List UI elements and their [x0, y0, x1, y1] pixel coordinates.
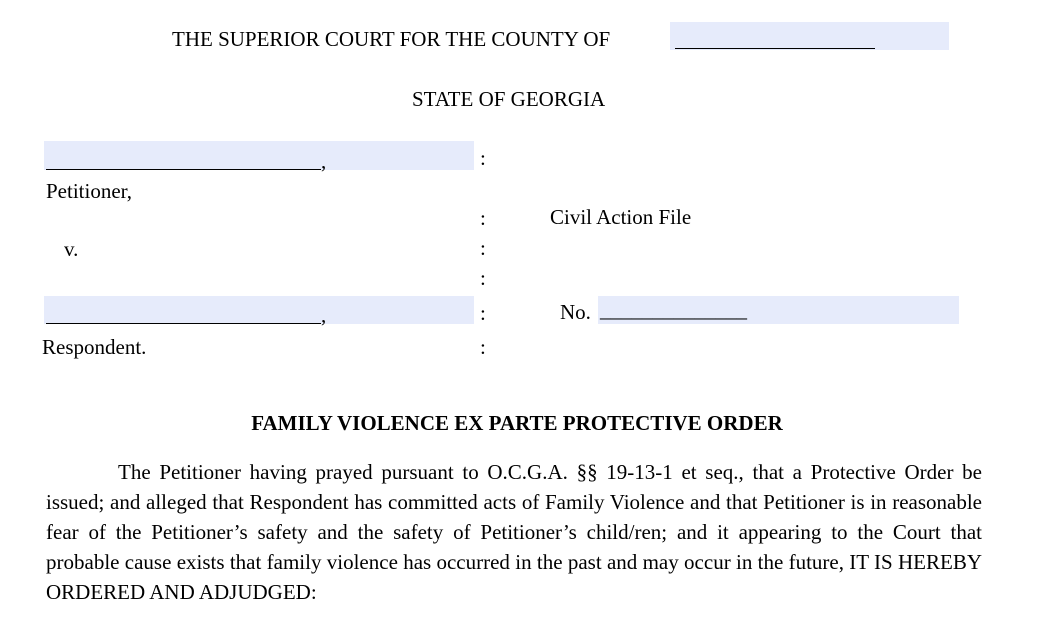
- respondent-comma: ,: [321, 303, 327, 327]
- county-field[interactable]: [670, 22, 949, 50]
- respondent-name-field[interactable]: [44, 296, 474, 324]
- order-paragraph-text: The Petitioner having prayed pursuant to O.C.G.A. §§ 19-13-1 et seq., that a Protective Order be issued; and alleged that Respondent has committed acts of Family Violence and that Petitioner is in reasonable fear of the Petitioner’s safety and the safety of Petitioner’s child/ren; and it appearing to the Court that probable cause exists that family violence has occurred in the past and may occur in the future, IT IS HEREBY ORDERED AND ADJUDGED:: [46, 460, 982, 604]
- caption-colon: :: [480, 266, 486, 290]
- respondent-underline: [46, 323, 321, 324]
- petitioner-name-field[interactable]: [44, 141, 474, 170]
- petitioner-underline: [46, 169, 321, 170]
- state-heading: STATE OF GEORGIA: [412, 87, 606, 111]
- caption-colon: :: [480, 301, 486, 325]
- caption-colon: :: [480, 236, 486, 260]
- respondent-label: Respondent.: [42, 335, 147, 359]
- case-number-label: No.: [560, 300, 591, 324]
- versus-label: v.: [64, 237, 79, 261]
- petitioner-comma: ,: [321, 149, 327, 173]
- petitioner-label: Petitioner,: [46, 179, 133, 203]
- county-underline: [675, 48, 875, 49]
- case-number-field[interactable]: [598, 296, 959, 324]
- court-heading: THE SUPERIOR COURT FOR THE COUNTY OF: [172, 27, 611, 51]
- case-number-value: ______________: [600, 298, 747, 322]
- order-title: FAMILY VIOLENCE EX PARTE PROTECTIVE ORDER: [251, 411, 783, 435]
- order-paragraph: [46, 457, 982, 607]
- caption-colon: :: [480, 206, 486, 230]
- caption-colon: :: [480, 146, 486, 170]
- caption-colon: :: [480, 335, 486, 359]
- civil-action-label: Civil Action File: [550, 205, 692, 229]
